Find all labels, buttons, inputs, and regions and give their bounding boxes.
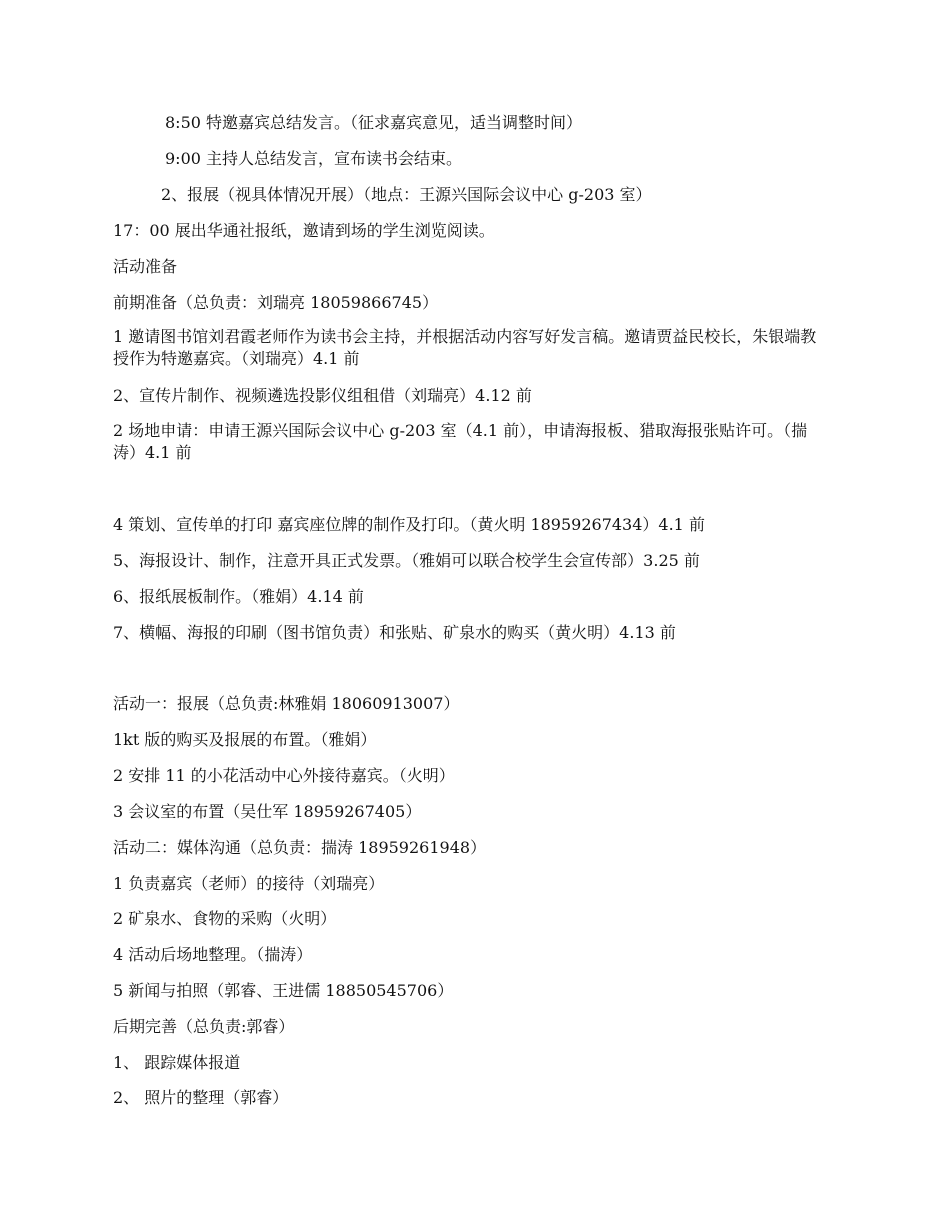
early-prep-item: 1 邀请图书馆刘君霞老师作为读书会主持，并根据活动内容写好发言稿。邀请贾益民校长，朱银端教授作为特邀嘉宾。（刘瑞亮）4.1 前 — [113, 327, 817, 368]
activity2-item: 1 负责嘉宾（老师）的接待（刘瑞亮） — [113, 874, 385, 893]
activity2-item: 4 活动后场地整理。（揣涛） — [113, 945, 313, 964]
schedule-line-900: 9:00 主持人总结发言，宣布读书会结束。 — [165, 149, 463, 168]
late-item: 2、 照片的整理（郭睿） — [113, 1088, 289, 1107]
early-prep-item: 6、报纸展板制作。（雅娟）4.14 前 — [113, 587, 364, 606]
activity1-heading: 活动一：报展（总负责:林雅娟 18060913007） — [113, 694, 460, 713]
schedule-line-850: 8:50 特邀嘉宾总结发言。（征求嘉宾意见，适当调整时间） — [165, 113, 583, 132]
early-prep-item: 4 策划、宣传单的打印 嘉宾座位牌的制作及打印。（黄火明 18959267434）4.1 前 — [113, 515, 705, 534]
late-item: 1、 跟踪媒体报道 — [113, 1053, 241, 1072]
early-prep-item: 5、海报设计、制作，注意开具正式发票。（雅娟可以联合校学生会宣传部）3.25 前 — [113, 551, 700, 570]
early-prep-item: 7、横幅、海报的印刷（图书馆负责）和张贴、矿泉水的购买（黄火明）4.13 前 — [113, 623, 676, 642]
activity2-item: 5 新闻与拍照（郭睿、王进儒 18850545706） — [113, 981, 454, 1000]
activity1-item: 3 会议室的布置（吴仕军 18959267405） — [113, 802, 422, 821]
activity2-item: 2 矿泉水、食物的采购（火明） — [113, 909, 337, 928]
schedule-line-1700: 17：00 展出华通社报纸，邀请到场的学生浏览阅读。 — [113, 221, 495, 240]
prep-heading: 活动准备 — [113, 257, 178, 276]
early-prep-item: 2、宣传片制作、视频遴选投影仪组租借（刘瑞亮）4.12 前 — [113, 386, 532, 405]
activity2-heading: 活动二：媒体沟通（总负责：揣涛 18959261948） — [113, 838, 487, 857]
activity1-item: 2 安排 11 的小花活动中心外接待嘉宾。（火明） — [113, 766, 455, 785]
late-heading: 后期完善（总负责:郭睿） — [113, 1017, 295, 1036]
schedule-line-expo: 2、报展（视具体情况开展）（地点：王源兴国际会议中心 g-203 室） — [161, 185, 652, 204]
early-prep-item: 2 场地申请：申请王源兴国际会议中心 g-203 室（4.1 前），申请海报板、猎取海报张贴许可。（揣涛）4.1 前 — [113, 421, 808, 462]
activity1-item: 1kt 版的购买及报展的布置。（雅娟） — [113, 730, 377, 749]
early-prep-heading: 前期准备（总负责：刘瑞亮 18059866745） — [113, 293, 439, 312]
